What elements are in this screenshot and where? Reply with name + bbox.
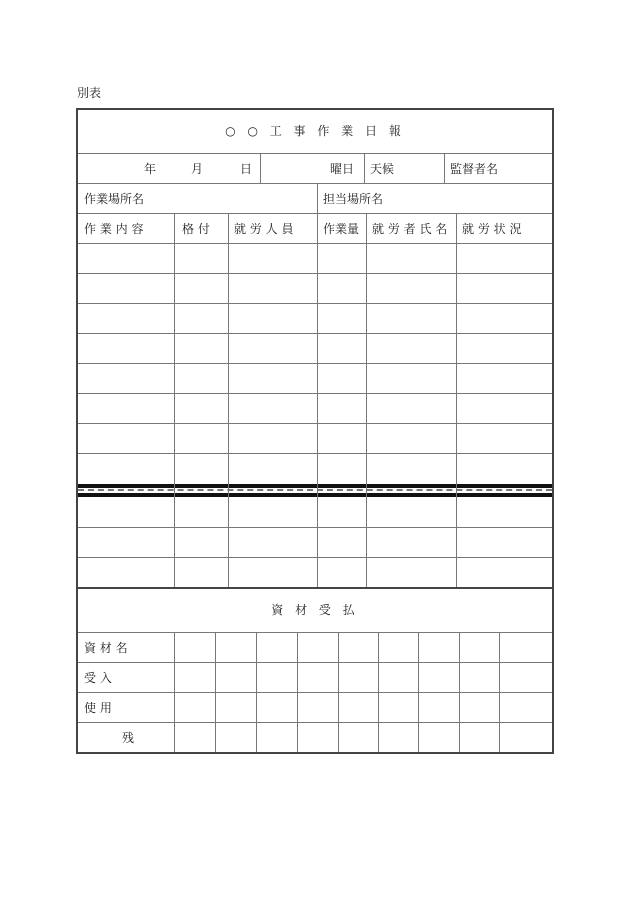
officer-site-label: 担当場所名 bbox=[323, 192, 384, 206]
header-rating: 格 付 bbox=[182, 222, 210, 236]
header-worker-names: 就 労 者 氏 名 bbox=[372, 222, 448, 236]
annex-label: 別表 bbox=[77, 86, 102, 100]
daily-report-form bbox=[76, 108, 554, 754]
date-year-label: 年 bbox=[144, 162, 157, 176]
work-site-label: 作業場所名 bbox=[84, 192, 145, 206]
header-workers-count: 就 労 人 員 bbox=[234, 222, 294, 236]
header-work-status: 就 労 状 況 bbox=[462, 222, 522, 236]
materials-row-received: 受 入 bbox=[84, 671, 112, 685]
weekday-label: 曜日 bbox=[330, 162, 355, 176]
materials-row-name: 資 材 名 bbox=[84, 641, 128, 655]
materials-row-remaining: 残 bbox=[122, 731, 135, 745]
header-work-content: 作 業 内 容 bbox=[84, 222, 144, 236]
materials-title: 資 材 受 払 bbox=[271, 603, 359, 617]
materials-row-used: 使 用 bbox=[84, 701, 112, 715]
header-work-amount: 作業量 bbox=[323, 222, 360, 236]
date-month-label: 月 bbox=[191, 162, 204, 176]
form-title: ○ ○ 工 事 作 業 日 報 bbox=[225, 124, 405, 138]
supervisor-name-label: 監督者名 bbox=[450, 162, 499, 176]
date-day-label: 日 bbox=[240, 162, 253, 176]
weather-label: 天候 bbox=[370, 162, 395, 176]
